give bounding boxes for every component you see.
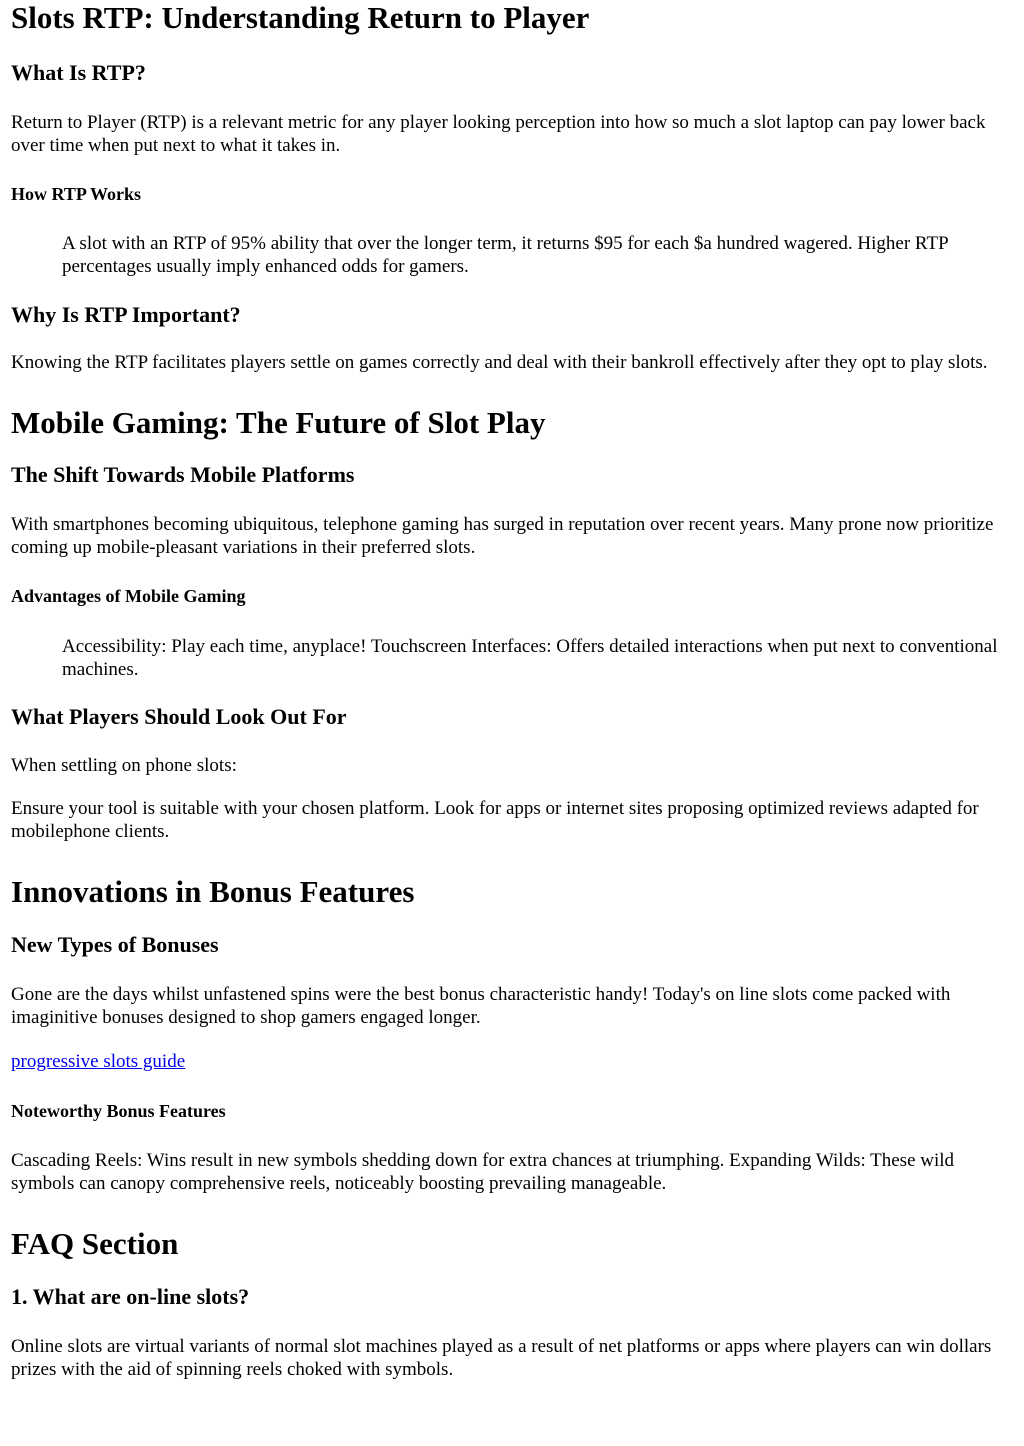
progressive-slots-guide-link[interactable]: progressive slots guide: [11, 1051, 186, 1072]
subheading-how-rtp-works: How RTP Works: [11, 184, 142, 204]
subheading-advantages-mobile: Advantages of Mobile Gaming: [11, 586, 246, 606]
subheading-what-to-look-for: What Players Should Look Out For: [11, 704, 347, 729]
subheading-shift-mobile: The Shift Towards Mobile Platforms: [11, 462, 355, 487]
faq-answer-1: Online slots are virtual variants of normal slot machines played as a result of net platforms or apps where players can win dollars prizes with the aid of spinning reels choked with symbols.: [11, 1336, 992, 1380]
section-heading-rtp: Slots RTP: Understanding Return to Player: [11, 0, 590, 35]
paragraph-bonus-features: Cascading Reels: Wins result in new symbols shedding down for extra chances at triumphing. Expanding Wilds: These wild symbols can canopy comprehensive reels, noticeably boosting prevailing manageable.: [11, 1150, 955, 1194]
faq-question-1: 1. What are on-line slots?: [11, 1284, 250, 1309]
paragraph-device-compatibility: Ensure your tool is suitable with your chosen platform. Look for apps or internet sites proposing optimized reviews adapted for mobilephone clients.: [11, 798, 979, 842]
paragraph-rtp-definition: Return to Player (RTP) is a relevant metric for any player looking perception into how so much a slot laptop can pay lower back over time when put next to what it takes in.: [11, 112, 986, 156]
subheading-why-rtp-important: Why Is RTP Important?: [11, 302, 241, 327]
subheading-what-is-rtp: What Is RTP?: [11, 60, 146, 85]
paragraph-rtp-importance: Knowing the RTP facilitates players settle on games correctly and deal with their bankroll effectively after they opt to play slots.: [11, 352, 988, 373]
link-paragraph: [11, 1050, 1013, 1073]
paragraph-shift-mobile: With smartphones becoming ubiquitous, telephone gaming has surged in reputation over recent years. Many prone now prioritize coming up mobile-pleasant variations in their preferred slots.: [11, 514, 994, 558]
quote-mobile-advantages: Accessibility: Play each time, anyplace! Touchscreen Interfaces: Offers detailed interactions when put next to conventional machines.: [62, 636, 998, 680]
section-heading-bonus-features: Innovations in Bonus Features: [11, 874, 415, 909]
subheading-noteworthy-bonuses: Noteworthy Bonus Features: [11, 1101, 226, 1121]
section-heading-faq: FAQ Section: [11, 1226, 179, 1261]
subheading-new-bonuses: New Types of Bonuses: [11, 932, 219, 957]
paragraph-new-bonuses: Gone are the days whilst unfastened spins were the best bonus characteristic handy! Today's on line slots come packed with imaginitive bonuses designed to shop gamers engaged longer.: [11, 984, 951, 1028]
quote-rtp-example: A slot with an RTP of 95% ability that over the longer term, it returns $95 for each $a hundred wagered. Higher RTP percentages usually imply enhanced odds for gamers.: [62, 233, 948, 277]
section-heading-mobile-gaming: Mobile Gaming: The Future of Slot Play: [11, 405, 546, 440]
paragraph-phone-slots-intro: When settling on phone slots:: [11, 755, 237, 776]
